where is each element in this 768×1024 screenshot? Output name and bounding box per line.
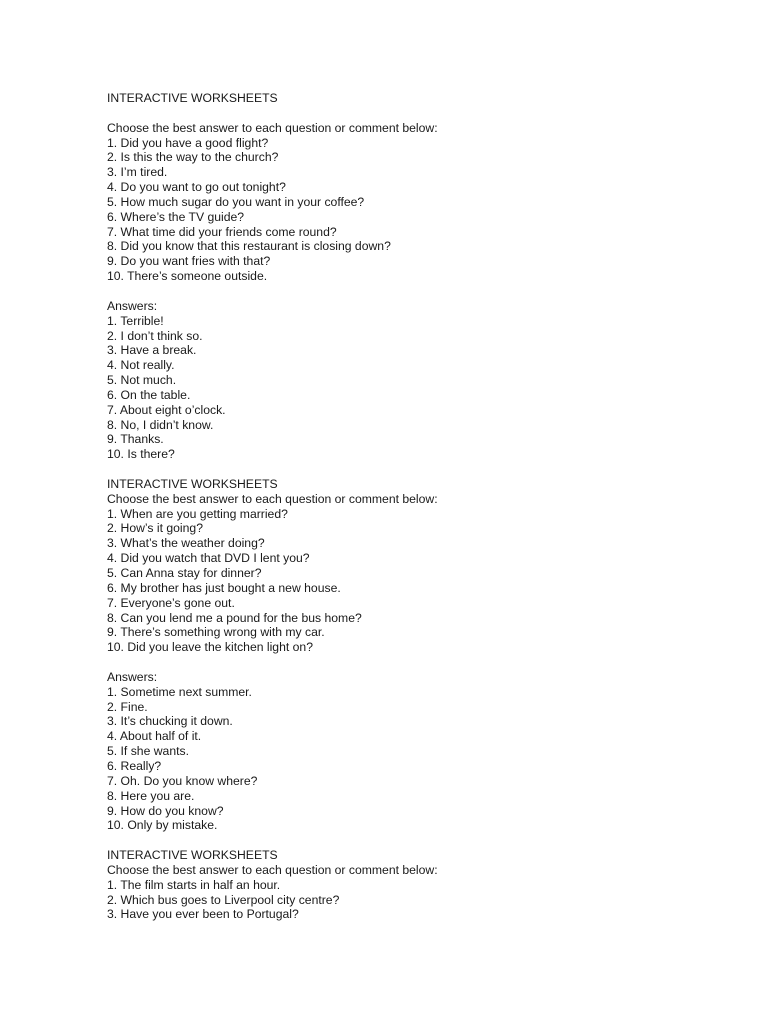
answers-heading: Answers: [107, 298, 158, 313]
answer-item: 4. About half of it. [107, 729, 202, 744]
question-item: 2. Is this the way to the church? [107, 150, 279, 165]
question-item: 3. I’m tired. [107, 165, 168, 180]
question-item: 9. Do you want fries with that? [107, 254, 271, 269]
question-item: 2. Which bus goes to Liverpool city centre? [107, 892, 340, 907]
section-instruction: Choose the best answer to each question or comment below: [107, 491, 438, 506]
question-item: 5. Can Anna stay for dinner? [107, 566, 262, 580]
question-item: 9. There’s something wrong with my car. [107, 625, 325, 640]
answer-item: 10. Is there? [107, 447, 175, 462]
answer-item: 2. I don’t think so. [107, 328, 203, 343]
question-item: 4. Did you watch that DVD I lent you? [107, 551, 310, 566]
question-item: 6. My brother has just bought a new house. [107, 580, 341, 595]
blank-line [107, 106, 727, 121]
section-title: INTERACTIVE WORKSHEETS [107, 848, 278, 863]
answer-item: 5. If she wants. [107, 744, 189, 759]
question-item: 7. Everyone’s gone out. [107, 595, 235, 610]
answer-item: 5. Not much. [107, 373, 177, 388]
answer-item: 9. Thanks. [107, 432, 164, 447]
answer-item: 3. Have a break. [107, 343, 197, 358]
worksheet-section-2 [107, 477, 727, 848]
answer-item: 9. How do you know? [107, 803, 224, 818]
answer-item: 10. Only by mistake. [107, 818, 218, 833]
question-item: 5. How much sugar do you want in your coffee? [107, 194, 365, 209]
question-item: 2. How’s it going? [107, 521, 203, 536]
answer-item: 8. No, I didn’t know. [107, 417, 214, 432]
answer-item: 7. Oh. Do you know where? [107, 773, 258, 788]
answer-item: 6. Really? [107, 758, 162, 773]
question-item: 6. Where’s the TV guide? [107, 209, 245, 224]
answer-item: 3. It’s chucking it down. [107, 714, 233, 729]
question-item: 4. Do you want to go out tonight? [107, 180, 286, 195]
question-item: 1. The film starts in half an hour. [107, 877, 281, 892]
section-instruction: Choose the best answer to each question or comment below: [107, 862, 438, 877]
blank-line [107, 462, 727, 477]
question-item: 1. Did you have a good flight? [107, 135, 269, 150]
blank-line [107, 833, 727, 848]
answer-item: 7. About eight o’clock. [107, 402, 226, 417]
answers-heading: Answers: [107, 669, 158, 684]
answer-item: 8. Here you are. [107, 788, 195, 803]
answer-item: 2. Fine. [107, 699, 148, 714]
question-item: 7. What time did your friends come round? [107, 224, 337, 239]
answer-item: 4. Not really. [107, 358, 175, 373]
answer-item: 1. Terrible! [107, 313, 164, 328]
section-title: INTERACTIVE WORKSHEETS [107, 91, 278, 105]
question-item: 1. When are you getting married? [107, 506, 288, 521]
question-item: 10. Did you leave the kitchen light on? [107, 640, 313, 655]
section-title: INTERACTIVE WORKSHEETS [107, 476, 278, 491]
blank-line [107, 655, 727, 670]
answer-item: 1. Sometime next summer. [107, 684, 252, 699]
worksheet-section-1 [107, 91, 727, 477]
answer-item: 6. On the table. [107, 387, 191, 402]
section-instruction: Choose the best answer to each question or comment below: [107, 120, 438, 135]
document-body [107, 91, 727, 922]
question-item: 3. What’s the weather doing? [107, 536, 265, 551]
question-item: 8. Did you know that this restaurant is closing down? [107, 239, 391, 254]
blank-line [107, 284, 727, 299]
worksheet-section-3 [107, 848, 727, 922]
question-item: 10. There’s someone outside. [107, 269, 268, 284]
question-item: 8. Can you lend me a pound for the bus home? [107, 610, 362, 625]
question-item: 3. Have you ever been to Portugal? [107, 907, 299, 922]
